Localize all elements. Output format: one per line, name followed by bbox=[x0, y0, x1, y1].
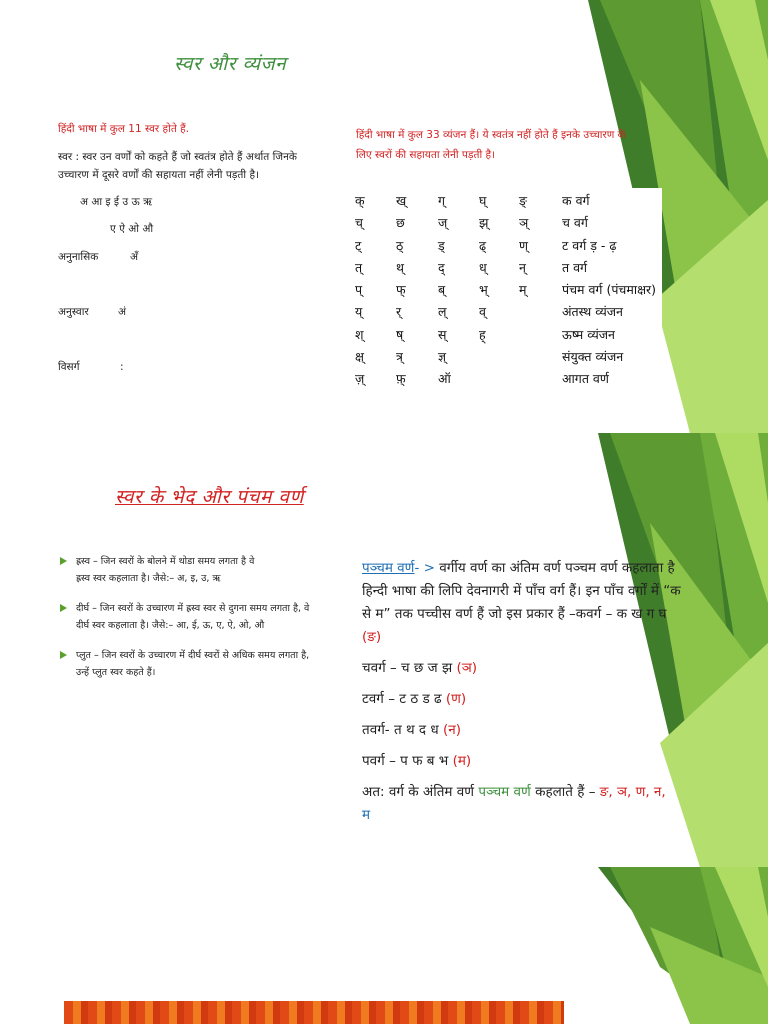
consonant-letter: ढ् bbox=[479, 237, 487, 253]
conclusion-mid: कहलाते हैं – bbox=[535, 784, 596, 800]
varga-letters: तवर्ग- त थ द ध bbox=[362, 722, 439, 738]
flower-photo bbox=[64, 1001, 564, 1024]
varga-label: आगत वर्ण bbox=[562, 371, 609, 387]
vowel-type-item bbox=[58, 600, 358, 634]
varga-line bbox=[362, 719, 722, 742]
conclusion-pancham: पञ्चम वर्ण bbox=[478, 784, 531, 800]
varga-label: संयुक्त व्यंजन bbox=[562, 349, 624, 365]
consonant-letter: त्र् bbox=[396, 349, 403, 365]
varga-last-letter: (ञ) bbox=[456, 660, 478, 676]
consonant-letter: ब् bbox=[438, 282, 446, 298]
consonant-letter: ल् bbox=[438, 304, 447, 320]
consonant-letter: न् bbox=[519, 259, 526, 275]
varga-label: ट वर्ग ड़ - ढ़ bbox=[562, 237, 617, 253]
slide-1 bbox=[0, 0, 768, 433]
vowel-definition-line-1: स्वर : स्वर उन वर्णों को कहते हैं जो स्वतंत्र होते हैं अर्थात जिनके bbox=[58, 151, 297, 163]
consonant-letter: ण् bbox=[519, 237, 529, 253]
varga-line bbox=[362, 688, 722, 711]
pancham-section bbox=[362, 557, 722, 827]
varga-label: पंचम वर्ग (पंचमाक्षर) bbox=[562, 282, 657, 298]
vowels-row-1: अ आ इ ई उ ऊ ऋ bbox=[80, 196, 153, 208]
consonant-heading-line-1: हिंदी भाषा में कुल 33 व्यंजन हैं। ये स्वतंत्र नहीं होते हैं इनके उच्चारण के bbox=[356, 129, 626, 141]
consonant-letter: ध् bbox=[479, 259, 487, 275]
intro-line-1: वर्गीय वर्ण का अंतिम वर्ण पञ्चम वर्ण कहलाता है bbox=[439, 560, 675, 576]
vowel-types-list bbox=[58, 553, 358, 694]
varga-label: क वर्ग bbox=[562, 193, 590, 208]
consonant-letter: च् bbox=[355, 215, 363, 231]
pancham-arrow: - > bbox=[414, 560, 435, 576]
consonant-letter: श् bbox=[355, 326, 364, 342]
varga-letters: पवर्ग – प फ ब भ bbox=[362, 753, 449, 769]
consonant-letter: क्ष् bbox=[355, 349, 364, 365]
vowels-row-2: ए ऐ ओ औ bbox=[110, 223, 154, 235]
consonant-letter: स् bbox=[438, 326, 447, 342]
varga-line bbox=[362, 750, 722, 773]
consonant-letter: ग् bbox=[438, 193, 446, 208]
varga-letters: चवर्ग – च छ ज झ bbox=[362, 660, 453, 676]
consonant-letter: भ् bbox=[479, 282, 488, 298]
bullet-triangle-icon bbox=[60, 651, 67, 659]
consonant-letter: फ़् bbox=[396, 371, 406, 387]
consonant-letter: झ् bbox=[479, 215, 489, 231]
visarg-label: विसर्ग bbox=[58, 361, 80, 373]
vowel-type-text: दीर्घ – जिन स्वरों के उच्चारण में ह्रस्व स्वर से दुगना समय लगता है, वे bbox=[76, 603, 310, 614]
consonant-letter: ह् bbox=[479, 326, 486, 342]
vowel-type-text: दीर्घ स्वर कहलाता है। जैसे:– आ, ई, ऊ, ए, ऐ, ओ, औ bbox=[76, 620, 265, 631]
anusvar-label: अनुस्वार bbox=[58, 306, 89, 318]
vowel-definition-line-2: उच्चारण में दूसरे वर्णों की सहायता नहीं लेनी पड़ती है। bbox=[58, 169, 260, 181]
varga-label: ऊष्म व्यंजन bbox=[562, 326, 615, 342]
consonant-letter: छ bbox=[396, 215, 405, 231]
consonant-letter: ख् bbox=[396, 193, 407, 208]
vowel-type-text: ह्रस्व – जिन स्वरों के बोलने में थोडा समय लगता है वे bbox=[76, 556, 255, 567]
anunasik-label: अनुनासिक bbox=[58, 251, 99, 263]
kavarga-last: (ङ) bbox=[362, 629, 382, 645]
varga-label: च वर्ग bbox=[562, 215, 588, 231]
consonant-letter: य् bbox=[355, 304, 363, 320]
varga-last-letter: (ण) bbox=[445, 691, 467, 707]
consonant-letter: ड् bbox=[438, 237, 445, 253]
visarg-sign: : bbox=[120, 361, 124, 373]
vowel-type-text: उन्हें प्लुत स्वर कहते हैं। bbox=[76, 667, 156, 678]
consonant-letter: ट् bbox=[355, 237, 362, 253]
consonant-letter: थ् bbox=[396, 259, 404, 275]
slide-title: स्वर के भेद और पंचम वर्ण bbox=[115, 486, 304, 508]
consonant-letter: फ् bbox=[396, 282, 406, 298]
consonant-letter: ञ् bbox=[519, 215, 529, 231]
consonant-letter: ठ् bbox=[396, 237, 404, 253]
vowel-heading: हिंदी भाषा में कुल 11 स्वर होते हैं. bbox=[58, 123, 190, 135]
slide-3 bbox=[0, 867, 768, 1024]
vowel-type-item bbox=[58, 553, 358, 587]
intro-line-2: हिन्दी भाषा की लिपि देवनागरी में पाँच वर्ग हैं। इन पाँच वर्गों में “क bbox=[362, 583, 681, 599]
consonant-letter: ष् bbox=[396, 326, 404, 342]
consonant-letter: ज्ञ् bbox=[438, 349, 447, 365]
vowel-type-item bbox=[58, 647, 358, 681]
varga-line bbox=[362, 657, 722, 680]
conclusion bbox=[362, 781, 722, 804]
pancham-varna-link[interactable]: पञ्चम वर्ण bbox=[362, 560, 415, 576]
anusvar-sign: अं bbox=[118, 306, 127, 318]
conclusion-letters: ङ, ञ, ण, न, bbox=[599, 784, 666, 800]
consonant-letter: द् bbox=[438, 259, 445, 275]
anunasik-sign: अँ bbox=[130, 251, 139, 263]
consonant-letter: क् bbox=[355, 193, 365, 208]
conclusion-prefix: अत: वर्ग के अंतिम वर्ण bbox=[362, 784, 475, 800]
consonant-letter: ऑ bbox=[438, 371, 451, 387]
vowel-type-text: ह्रस्व स्वर कहलाता है। जैसे:– अ, इ, उ, ऋ bbox=[76, 573, 221, 584]
varga-label: त वर्ग bbox=[562, 259, 588, 275]
varga-last-letter: (न) bbox=[442, 722, 461, 738]
consonant-letter: म् bbox=[519, 282, 527, 298]
varga-letters: टवर्ग – ट ठ ड ढ bbox=[362, 691, 442, 707]
consonant-letter: ङ् bbox=[519, 193, 527, 208]
consonant-letter: घ् bbox=[479, 193, 487, 208]
consonant-letter: र् bbox=[396, 304, 402, 320]
consonant-letter: त् bbox=[355, 259, 363, 275]
varga-label: अंतस्थ व्यंजन bbox=[562, 304, 623, 320]
conclusion-last: म bbox=[362, 807, 371, 823]
consonant-letter: व् bbox=[479, 304, 486, 320]
consonant-letter: ज् bbox=[438, 215, 448, 231]
slide-title: स्वर और व्यंजन bbox=[174, 53, 287, 75]
varga-last-letter: (म) bbox=[452, 753, 472, 769]
vowel-type-text: प्लुत – जिन स्वरों के उच्चारण में दीर्घ स्वरों से अधिक समय लगता है, bbox=[76, 650, 310, 661]
bullet-triangle-icon bbox=[60, 604, 67, 612]
intro-line-3: से म” तक पच्चीस वर्ण हैं जो इस प्रकार हैं –कवर्ग – क ख ग घ bbox=[362, 606, 667, 622]
consonant-heading-line-2: लिए स्वरों की सहायता लेनी पड़ती है। bbox=[356, 149, 496, 161]
bullet-triangle-icon bbox=[60, 557, 67, 565]
consonant-letter: प् bbox=[355, 282, 363, 298]
consonant-heading bbox=[356, 125, 676, 165]
slide-2 bbox=[0, 433, 768, 867]
consonant-letter: ज़् bbox=[355, 371, 365, 387]
